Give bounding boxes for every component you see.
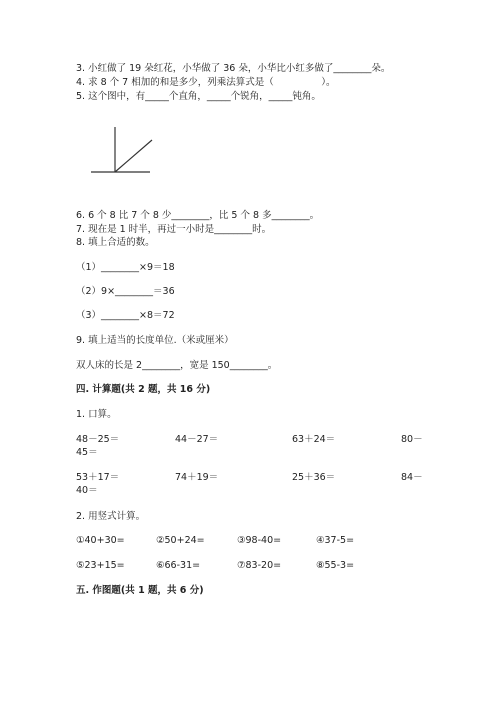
question-8-item: （1）________×9＝18 [76,262,175,273]
vertical-calc-item: ②50+24= [156,535,205,546]
question-8: 8. 填上合适的数。 [76,237,155,248]
oral-calc-item: 53＋17＝ [76,472,120,483]
oral-calc-item: 63＋24＝ [292,434,336,445]
oral-calc-item: 25＋36＝ [292,472,336,483]
vertical-calc-item: ⑥66-31= [156,560,201,571]
question-7: 7. 现在是 1 时半，再过一小时是________时。 [76,224,272,235]
vertical-calc-item: ④37-5= [316,535,355,546]
section-4-heading: 四. 计算题(共 2 题，共 16 分) [76,384,211,395]
question-3: 3. 小红做了 19 朵红花，小华做了 36 朵，小华比小红多做了________朵。 [76,63,391,74]
oral-calc-item: 84－ [401,472,423,483]
vertical-calc-item: ①40+30= [76,535,125,546]
vertical-calc-item: ⑤23+15= [76,560,125,571]
vertical-calc-item: ③98-40= [237,535,282,546]
vertical-calc-item: ⑧55-3= [316,560,355,571]
section-5-heading: 五. 作图题(共 1 题，共 6 分) [76,585,204,596]
question-8-item: （2）9×________＝36 [76,286,175,297]
question-9: 9. 填上适当的长度单位.（米或厘米） [76,335,234,346]
angle-figure [88,124,158,176]
question-4: 4. 求 8 个 7 相加的和是多少，列乘法算式是（ ）。 [76,77,336,88]
oral-calc-title: 1. 口算。 [76,409,117,420]
oral-calc-item: 44－27＝ [175,434,219,445]
question-5: 5. 这个图中，有_____个直角，_____个锐角，_____钝角。 [76,91,321,102]
oral-calc-item: 48－25＝ [76,434,120,445]
angle-oblique-line [115,140,152,172]
oral-calc-wrap: 40＝ [76,485,98,496]
question-6: 6. 6 个 8 比 7 个 8 少________，比 5 个 8 多________。 [76,210,320,221]
vertical-calc-title: 2. 用竖式计算。 [76,511,146,522]
vertical-calc-item: ⑦83-20= [237,560,282,571]
question-9-line: 双人床的长是 2________，宽是 150________。 [76,360,278,371]
question-8-item: （3）________×8＝72 [76,310,175,321]
oral-calc-item: 80－ [401,434,423,445]
oral-calc-item: 74＋19＝ [175,472,219,483]
oral-calc-wrap: 45＝ [76,447,98,458]
